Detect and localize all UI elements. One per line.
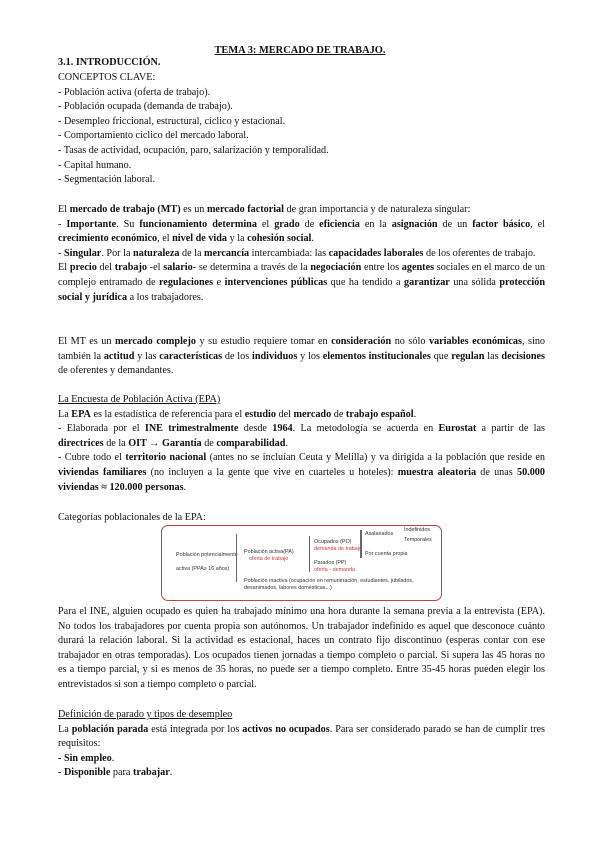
diagram-label: Ocupados (PO): [314, 539, 352, 545]
parado-heading: Definición de parado y tipos de desempleo: [58, 709, 233, 720]
paragraph-line: El mercado de trabajo (MT) es un mercado factorial de gran importancia y de naturaleza singular:: [58, 204, 471, 215]
list-item: - Tasas de actividad, ocupación, paro, salarización y temporalidad.: [58, 144, 329, 156]
diagram-brace: [360, 530, 362, 558]
list-item: - Población activa (oferta de trabajo).: [58, 86, 211, 98]
paragraph-line: - Elaborada por el INE trimestralmente desde 1964. La metodología se acuerda en Eurostat a partir de las directrices de la OIT → Garantía de comparabilidad.: [58, 423, 546, 449]
paragraph-line: - Singular. Por la naturaleza de la mercancía intercambiada: las capacidades laborales de los oferentes de trabajo.: [58, 247, 536, 259]
list-item: - Desempleo friccional, estructural, cíclico y estacional.: [58, 115, 286, 127]
diagram-label: Indefinidos: [404, 527, 431, 533]
key-concepts-heading: CONCEPTOS CLAVE:: [58, 72, 156, 83]
paragraph-line: La población parada está integrada por los activos no ocupados. Para ser considerado parado se han de cumplir tres requisitos:: [58, 723, 545, 750]
diagram-label: Parados (PP): [314, 560, 347, 566]
diagram-label: demanda de trabajo: [314, 546, 362, 552]
diagram-label: Asalariados: [365, 531, 394, 537]
diagram-label: Población potencialmente: [176, 552, 238, 558]
categories-label: Categorías poblacionales de la EPA:: [58, 512, 206, 523]
paragraph-line: - Importante. Su funcionamiento determina el grado de eficiencia en la asignación de un factor básico, el crecimiento económico, el nivel de vida y la cohesión social.: [58, 218, 546, 245]
list-item: - Disponible para trabajar.: [58, 767, 173, 779]
diagram-label: Población activa(PA): [244, 549, 294, 555]
key-concepts-list: [58, 71, 545, 188]
diagram-label: desanimados, labores domésticas...): [244, 585, 332, 591]
diagram-brace: [309, 536, 310, 572]
list-item: - Población ocupada (demanda de trabajo).: [58, 101, 233, 113]
epa-section: [58, 393, 545, 495]
list-item: - Segmentación laboral.: [58, 174, 156, 186]
list-item: - Capital humano.: [58, 159, 132, 171]
section-heading: 3.1. INTRODUCCIÓN.: [58, 57, 161, 68]
paragraph-line: El precio del trabajo -el salario- se determina a través de la negociación entre los agentes sociales en el marco de un complejo entramado de regulaciones e intervenciones públicas que ha tendido a garantizar una sólida protección social y jurídica a los trabajadores.: [58, 262, 546, 303]
epa-heading: La Encuesta de Población Activa (EPA): [58, 394, 221, 405]
list-item: - Comportamiento cíclico del mercado laboral.: [58, 130, 249, 142]
list-item: - Sin empleo.: [58, 752, 115, 764]
diagram-label: oferta de trabajo: [249, 556, 289, 562]
epa-categories-diagram: [161, 525, 442, 601]
diagram-label: Población inactiva (ocupación en remuneración, estudiantes, jubilados,: [244, 578, 414, 584]
diagram-brace: [236, 534, 237, 582]
paragraph-line: La EPA es la estadística de referencia para el estudio del mercado de trabajo español.: [58, 408, 417, 420]
paragraph-line: - Cubre todo el territorio nacional (antes no se incluían Ceuta y Melilla) y va dirigida a la población que reside en viviendas familiares (no incluyen a la gente que vive en cuarteles u hoteles): muestra aleatoria de unas 50.000 viviendas ≈ 120.000 personas.: [58, 452, 545, 493]
paragraph-mt-definition: [58, 203, 545, 305]
paragraph-mt-complex: El MT es un mercado complejo y su estudio requiere tomar en consideración no sólo variables económicas, sino también la actitud y las características de los individuos y los elementos institucionales que regulan las decisiones de oferentes y demandantes.: [58, 336, 546, 377]
diagram-label: oferta - demanda: [314, 567, 356, 573]
page-title: TEMA 3: MERCADO DE TRABAJO.: [214, 45, 386, 56]
diagram-label: Temporales: [404, 537, 432, 543]
parado-section: [58, 708, 545, 781]
diagram-label: activa (PPA≥ 16 años): [176, 566, 230, 572]
paragraph-ine-ocupado: Para el INE, alguien ocupado es quien ha trabajado mínimo una hora durante la semana previa a la entrevista (EPA). No todos los trabajadores por cuenta propia son autónomos. Un trabajador indefinido es aquel que desconoce cuánto durará la relación laboral. Si la actividad es estacional, haces un contrato fijo discontinuo (esperas contar con ese trabajador en otras temporadas). Los ocupados tienen jornadas a tiempo completo o parcial. Si supera las 45 horas no es a tiempo parcial, y si es menos de 35 horas, no puede ser a tiempo completo. Entre 35-45 horas pueden elegir los entrevistados si son a tiempo completo o parcial.: [58, 606, 545, 690]
diagram-label: Por cuenta propia: [365, 551, 408, 557]
